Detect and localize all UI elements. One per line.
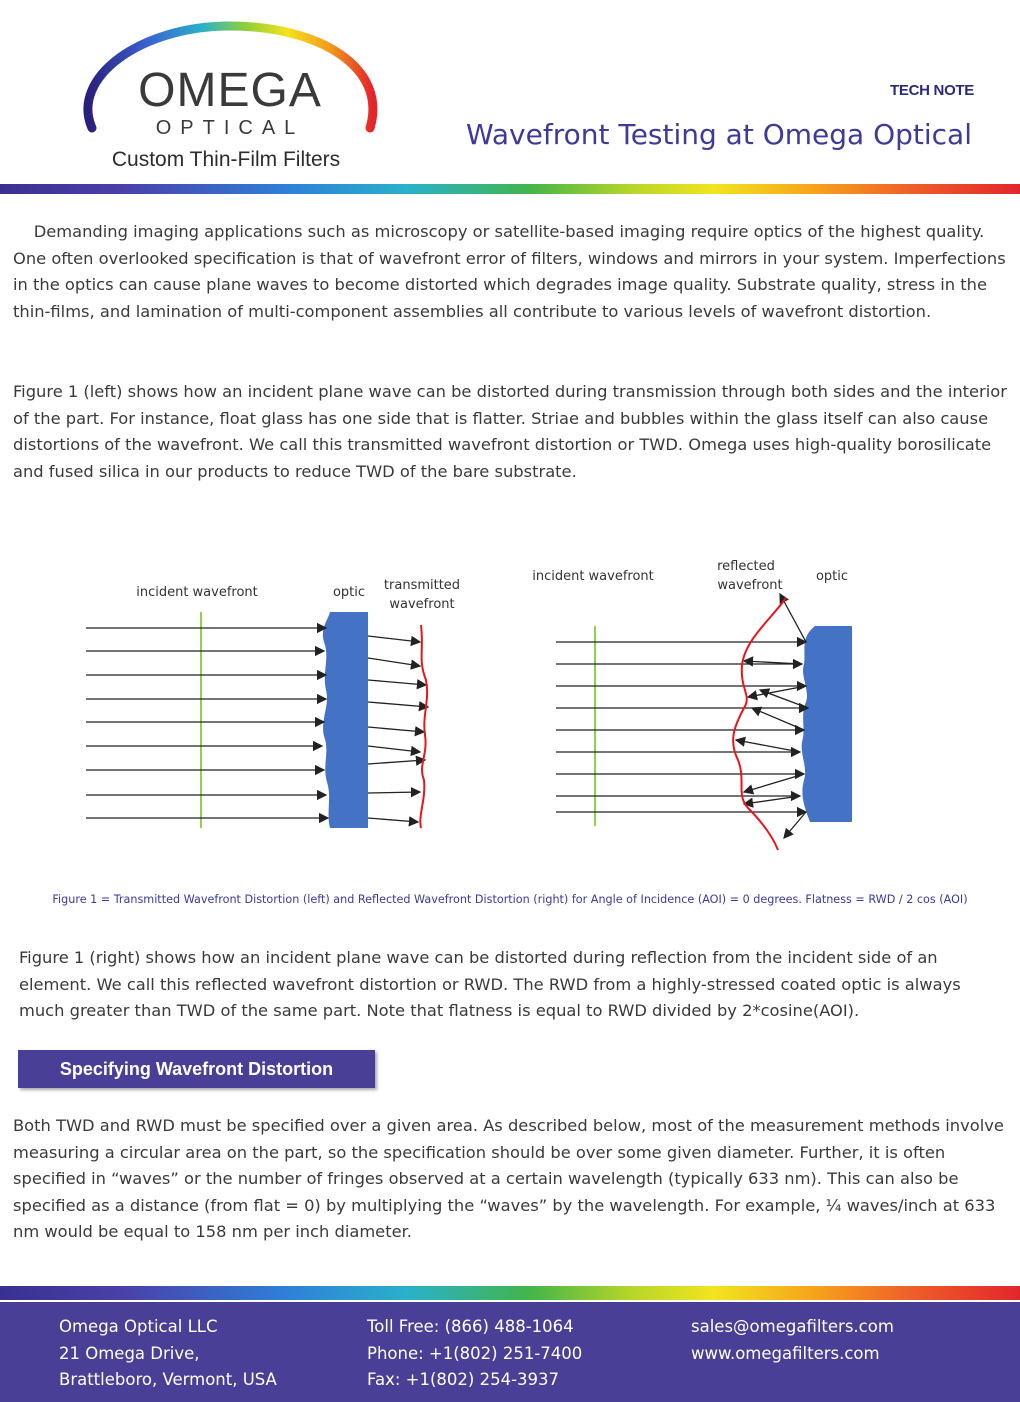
figure-caption: Figure 1 = Transmitted Wavefront Distortion (left) and Reflected Wavefront Distortion (right) for Angle of Incidence (AOI) = 0 degrees. Flatness = RWD / 2 cos (AOI): [52, 893, 968, 906]
spec-paragraph: Both TWD and RWD must be specified over a given area. As described below, most of the measurement methods involve measuring a circular area on the part, so the specification should be over some given diameter. Further, it is often specified in “waves” or the number of fringes observed at a certain wavelength (typically 633 nm). This can also be specified as a distance (from flat = 0) by multiplying the “waves” by the wavelength. For example, ¼ waves/inch at 633 nm would be equal to 158 nm per inch diameter.: [13, 1116, 1004, 1242]
footer-phone: Phone: +1(802) 251-7400: [367, 1343, 583, 1363]
header-rainbow-divider: [0, 184, 1020, 194]
wavefront-figure: [0, 500, 1020, 880]
tech-note-label: TECH NOTE: [890, 82, 974, 99]
logo-wordmark: OMEGA: [138, 64, 322, 117]
footer-email-link[interactable]: sales@omegafilters.com: [691, 1317, 894, 1336]
footer-address-line1: 21 Omega Drive,: [59, 1343, 200, 1363]
section-heading-specifying-wavefront: Specifying Wavefront Distortion: [18, 1050, 375, 1088]
reflected-label-line1: reflected: [717, 559, 775, 574]
logo-subword: OPTICAL: [155, 117, 305, 139]
page-title: Wavefront Testing at Omega Optical: [465, 118, 972, 151]
footer-toll-free: Toll Free: (866) 488-1064: [367, 1317, 574, 1336]
footer: [0, 1302, 1020, 1402]
reflected-diagram: [532, 559, 852, 850]
left-optic-label: optic: [332, 585, 366, 600]
right-optic-label: optic: [815, 569, 849, 584]
footer-address-line2: Brattleboro, Vermont, USA: [59, 1370, 277, 1389]
footer-contact-column: [691, 1314, 894, 1367]
transmitted-wavefront-curve: [420, 625, 427, 828]
right-optic-element: [802, 626, 852, 822]
logo-tagline: Custom Thin-Film Filters: [111, 148, 341, 171]
footer-phone-column: [367, 1314, 582, 1394]
reflected-label-line2: wavefront: [717, 578, 783, 593]
right-incident-label: incident wavefront: [532, 569, 654, 584]
footer-fax: Fax: +1(802) 254-3937: [367, 1370, 560, 1389]
footer-company: Omega Optical LLC: [59, 1317, 218, 1336]
omega-optical-logo: [70, 18, 390, 178]
footer-rainbow-divider: [0, 1286, 1020, 1300]
footer-website-link[interactable]: www.omegafilters.com: [691, 1343, 880, 1363]
left-optic-element: [323, 612, 368, 828]
transmitted-diagram: [86, 578, 460, 828]
left-incident-label: incident wavefront: [136, 585, 258, 600]
transmitted-label-line1: transmitted: [383, 578, 461, 593]
figure-left-paragraph: Figure 1 (left) shows how an incident plane wave can be distorted during transmission through both sides and the interior of the part. For instance, float glass has one side that is flatter. Striae and bubbles within the glass itself can also cause distortions of the wavefront. We call this transmitted wavefront distortion or TWD. Omega uses high-quality borosilicate and fused silica in our products to reduce TWD of the bare substrate.: [13, 382, 1007, 481]
intro-paragraph: Demanding imaging applications such as microscopy or satellite-based imaging require optics of the highest quality. One often overlooked specification is that of wavefront error of filters, windows and mirrors in your system. Imperfections in the optics can cause plane waves to become distorted which degrades image quality. Substrate quality, stress in the thin-films, and lamination of multi-component assemblies all contribute to various levels of wavefront distortion.: [13, 222, 1011, 321]
footer-address-column: [59, 1314, 277, 1394]
transmitted-label-line2: wavefront: [389, 597, 455, 612]
figure-right-paragraph: Figure 1 (right) shows how an incident plane wave can be distorted during reflection from the incident side of an element. We call this reflected wavefront distortion or RWD. The RWD from a highly-stressed coated optic is always much greater than TWD of the same part. Note that flatness is equal to RWD divided by 2*cosine(AOI).: [19, 948, 961, 1021]
